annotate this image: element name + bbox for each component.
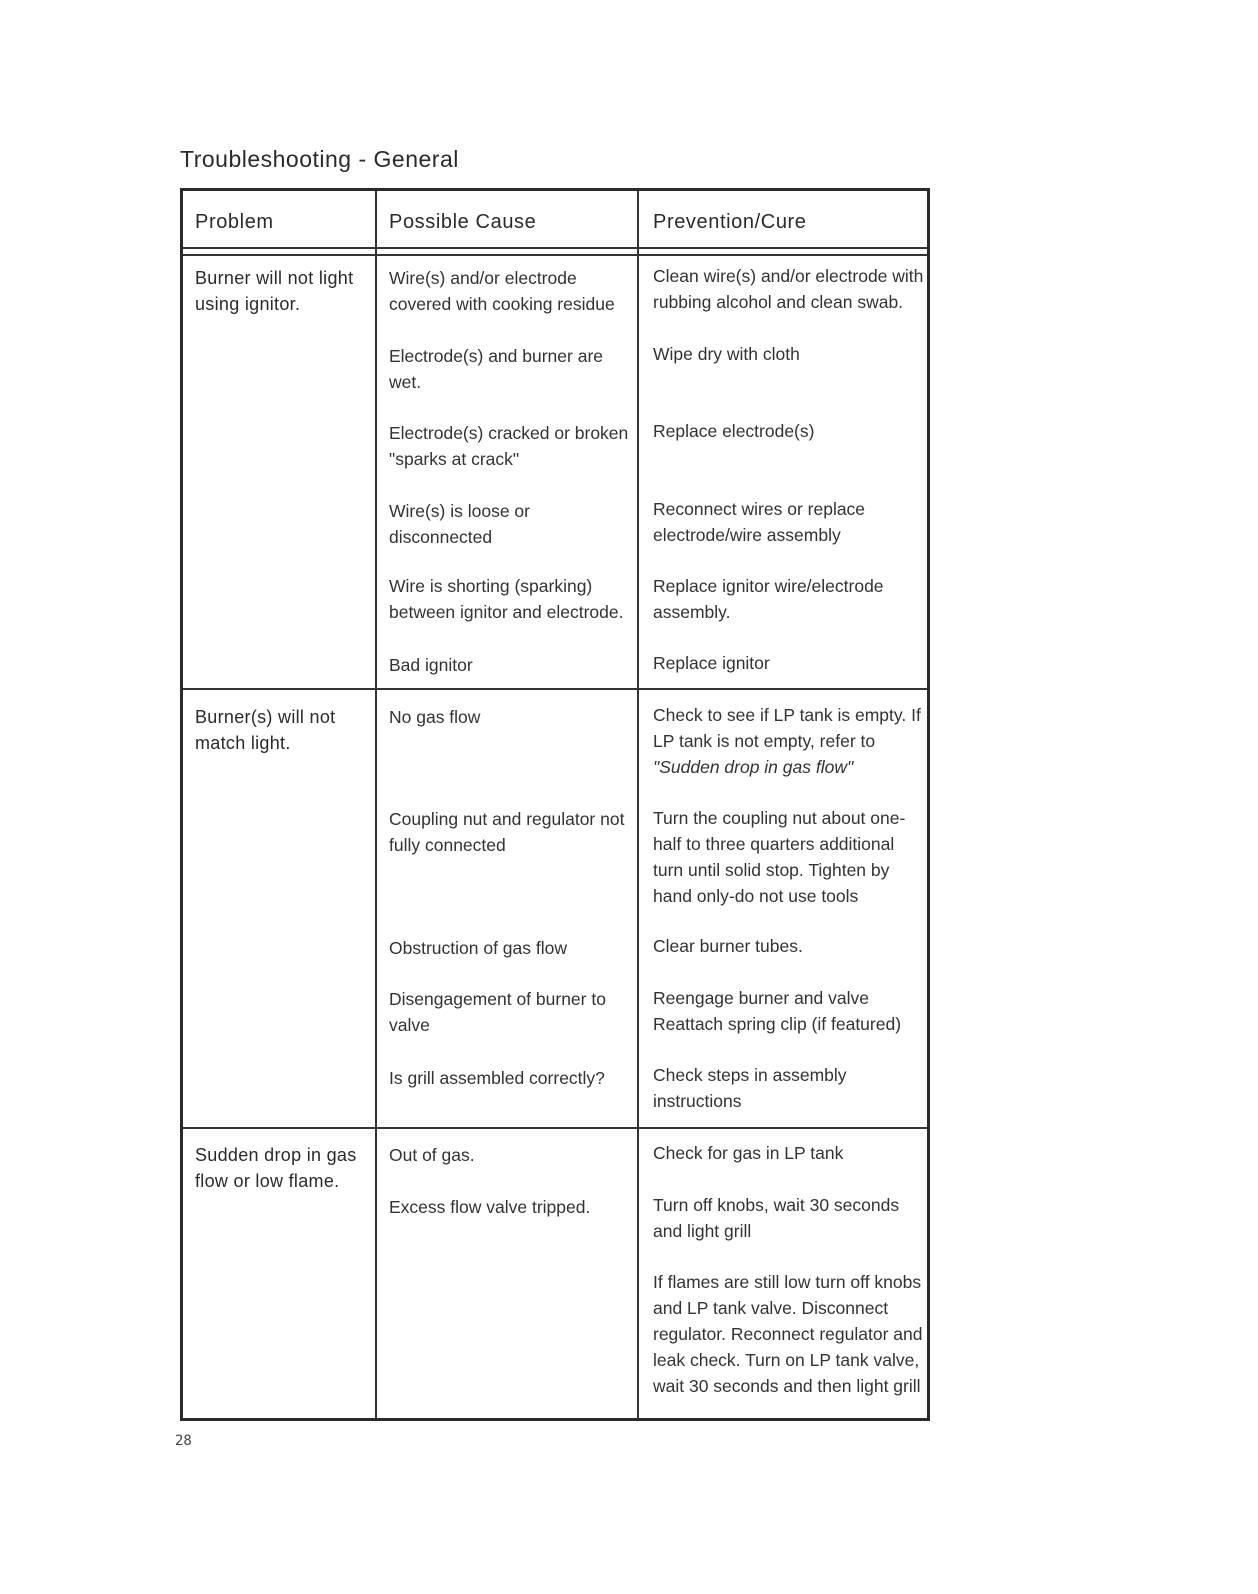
cause-cell: Coupling nut and regulator not fully connected <box>389 809 625 855</box>
cure-cell: Check for gas in LP tank <box>653 1143 844 1163</box>
cure-cell: Reconnect wires or replace electrode/wire assembly <box>653 499 866 545</box>
troubleshooting-table <box>180 188 930 1421</box>
column-header-problem: Problem <box>195 211 274 233</box>
header-divider <box>183 254 927 256</box>
cause-cell: Wire(s) and/or electrode covered with cooking residue <box>389 268 615 314</box>
cure-cell: Wipe dry with cloth <box>653 344 800 364</box>
column-divider <box>637 191 639 1418</box>
header-divider <box>183 247 927 249</box>
column-header-cure: Prevention/Cure <box>653 211 807 233</box>
cure-cell: Turn the coupling nut about one-half to three quarters additional turn until solid stop. Tighten by hand only-do not use tools <box>653 808 906 906</box>
cure-cell: Clean wire(s) and/or electrode with rubbing alcohol and clean swab. <box>653 266 924 312</box>
cure-cell: Replace ignitor <box>653 653 770 673</box>
cure-cell: Replace electrode(s) <box>653 421 815 441</box>
cause-cell: Disengagement of burner to valve <box>389 989 606 1035</box>
cure-cell <box>653 702 925 780</box>
page-title: Troubleshooting - General <box>180 146 459 172</box>
cure-cell: Check steps in assembly instructions <box>653 1065 847 1111</box>
cause-cell: No gas flow <box>389 707 481 727</box>
cure-cell: Replace ignitor wire/electrode assembly. <box>653 576 884 622</box>
cause-cell: Wire is shorting (sparking) between ignitor and electrode. <box>389 576 624 622</box>
cure-cell: Clear burner tubes. <box>653 936 803 956</box>
column-header-cause: Possible Cause <box>389 211 537 233</box>
cause-cell: Obstruction of gas flow <box>389 938 567 958</box>
cure-cell: If flames are still low turn off knobs and LP tank valve. Disconnect regulator. Reconnect regulator and leak check. Turn on LP tank valve, wait 30 seconds and then light grill <box>653 1272 923 1396</box>
cure-text: Check to see if LP tank is empty. If LP tank is not empty, refer to <box>653 705 921 751</box>
section-divider <box>183 1127 927 1129</box>
column-divider <box>375 191 377 1418</box>
cause-cell: Bad ignitor <box>389 655 473 675</box>
cause-cell: Is grill assembled correctly? <box>389 1068 605 1088</box>
cause-cell: Wire(s) is loose or disconnected <box>389 501 530 547</box>
problem-cell: Sudden drop in gas flow or low flame. <box>195 1145 357 1191</box>
cause-cell: Out of gas. <box>389 1145 475 1165</box>
cause-cell: Electrode(s) cracked or broken "sparks at crack" <box>389 423 629 469</box>
cause-cell: Electrode(s) and burner are wet. <box>389 346 603 392</box>
cure-cell: Reengage burner and valve Reattach spring clip (if featured) <box>653 988 902 1034</box>
section-divider <box>183 688 927 690</box>
page-number: 28 <box>175 1433 192 1449</box>
cure-cell: Turn off knobs, wait 30 seconds and light grill <box>653 1195 900 1241</box>
problem-cell: Burner will not light using ignitor. <box>195 268 354 314</box>
problem-cell: Burner(s) will not match light. <box>195 707 336 753</box>
cross-reference: "Sudden drop in gas flow" <box>653 757 854 777</box>
cause-cell: Excess flow valve tripped. <box>389 1197 591 1217</box>
